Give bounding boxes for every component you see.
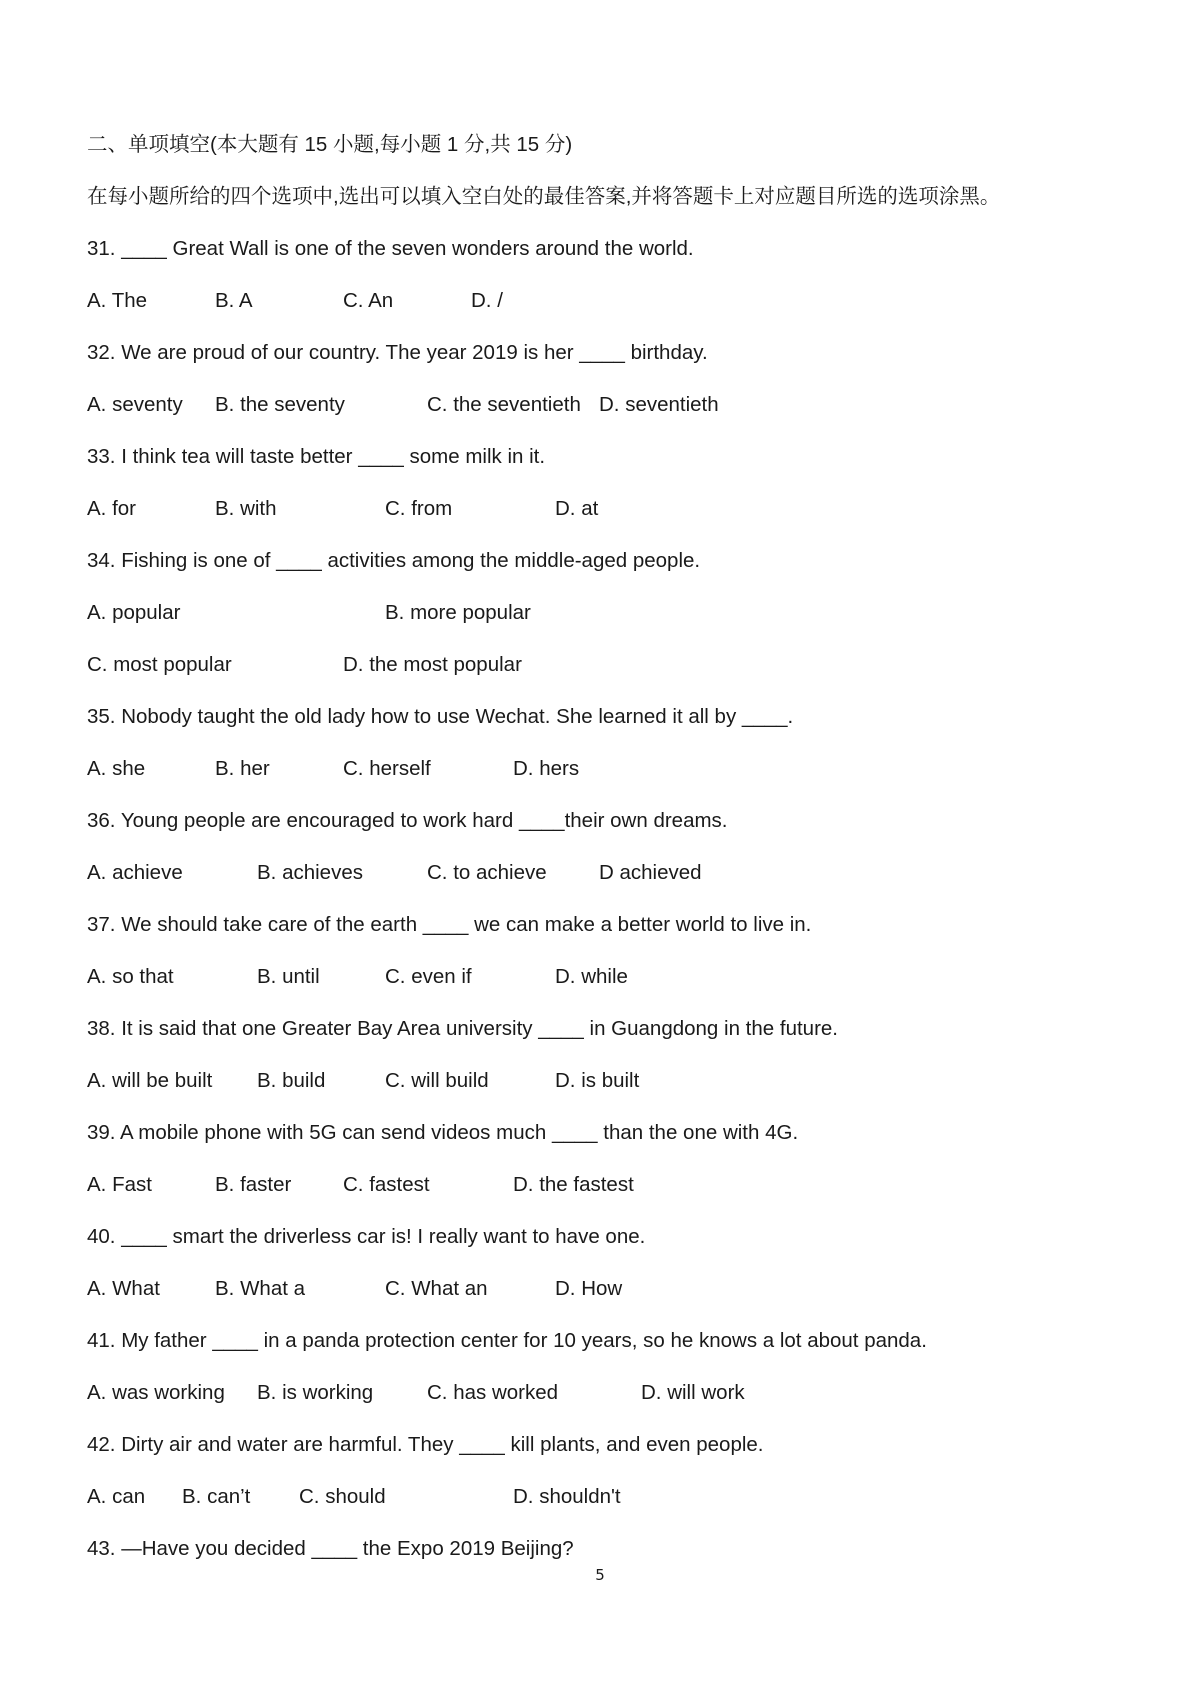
- option-b: B. with: [215, 497, 277, 520]
- option-a: A. seventy: [87, 393, 183, 416]
- option-c: C. will build: [385, 1069, 489, 1092]
- option-d: D. shouldn't: [513, 1485, 621, 1508]
- option-d: D achieved: [599, 861, 702, 884]
- option-c: C. to achieve: [427, 861, 547, 884]
- question-41-stem: 41. My father ____ in a panda protection center for 10 years, so he knows a lot about panda.: [87, 1329, 927, 1352]
- option-a: A. was working: [87, 1381, 225, 1404]
- option-a: A. will be built: [87, 1069, 213, 1092]
- option-a: A. can: [87, 1485, 146, 1508]
- question-31-stem: 31. ____ Great Wall is one of the seven wonders around the world.: [87, 237, 694, 260]
- option-b: B. faster: [215, 1173, 292, 1196]
- option-b: B. is working: [257, 1381, 374, 1404]
- option-d: D. the most popular: [343, 653, 522, 676]
- question-38-stem: 38. It is said that one Greater Bay Area university ____ in Guangdong in the future.: [87, 1017, 838, 1040]
- option-a: A. for: [87, 497, 136, 520]
- option-b: B. achieves: [257, 861, 363, 884]
- option-b: B. can’t: [182, 1485, 251, 1508]
- option-c: C. should: [299, 1485, 386, 1508]
- option-b: B. build: [257, 1069, 326, 1092]
- option-b: B. What a: [215, 1277, 306, 1300]
- option-d: D. seventieth: [599, 393, 719, 416]
- option-b: B. until: [257, 965, 320, 988]
- section-title: 二、单项填空(本大题有 15 小题,每小题 1 分,共 15 分): [87, 133, 573, 156]
- option-c: C. even if: [385, 965, 472, 988]
- option-c: C. fastest: [343, 1173, 430, 1196]
- option-a: A. What: [87, 1277, 160, 1300]
- option-d: D. the fastest: [513, 1173, 634, 1196]
- question-35-stem: 35. Nobody taught the old lady how to use Wechat. She learned it all by ____.: [87, 705, 794, 728]
- option-a: A. she: [87, 757, 146, 780]
- option-d: D. is built: [555, 1069, 640, 1092]
- option-b: B. A: [215, 289, 253, 312]
- option-d: D. /: [471, 289, 503, 312]
- question-34-stem: 34. Fishing is one of ____ activities among the middle-aged people.: [87, 549, 701, 572]
- option-c: C. What an: [385, 1277, 488, 1300]
- option-a: A. The: [87, 289, 148, 312]
- option-c: C. herself: [343, 757, 431, 780]
- option-d: D. at: [555, 497, 599, 520]
- option-c: C. An: [343, 289, 394, 312]
- instructions: 在每小题所给的四个选项中,选出可以填入空白处的最佳答案,并将答题卡上对应题目所选的选项涂黑。: [87, 185, 1001, 208]
- option-b: B. her: [215, 757, 270, 780]
- option-c: C. most popular: [87, 653, 232, 676]
- option-c: C. has worked: [427, 1381, 559, 1404]
- option-d: D. will work: [641, 1381, 745, 1404]
- question-39-stem: 39. A mobile phone with 5G can send videos much ____ than the one with 4G.: [87, 1121, 799, 1144]
- option-d: D. hers: [513, 757, 580, 780]
- question-43-stem: 43. —Have you decided ____ the Expo 2019 Beijing?: [87, 1537, 574, 1560]
- option-d: D. while: [555, 965, 628, 988]
- option-c: C. from: [385, 497, 453, 520]
- option-b: B. more popular: [385, 601, 531, 624]
- question-36-stem: 36. Young people are encouraged to work hard ____their own dreams.: [87, 809, 728, 832]
- question-33-stem: 33. I think tea will taste better ____ some milk in it.: [87, 445, 546, 468]
- option-a: A. achieve: [87, 861, 183, 884]
- option-d: D. How: [555, 1277, 623, 1300]
- question-32-stem: 32. We are proud of our country. The year 2019 is her ____ birthday.: [87, 341, 708, 364]
- option-c: C. the seventieth: [427, 393, 581, 416]
- question-40-stem: 40. ____ smart the driverless car is! I really want to have one.: [87, 1225, 646, 1248]
- option-a: A. popular: [87, 601, 181, 624]
- option-b: B. the seventy: [215, 393, 345, 416]
- question-37-stem: 37. We should take care of the earth ____ we can make a better world to live in.: [87, 913, 812, 936]
- question-42-stem: 42. Dirty air and water are harmful. They ____ kill plants, and even people.: [87, 1433, 764, 1456]
- option-a: A. Fast: [87, 1173, 152, 1196]
- page-number: 5: [595, 1566, 605, 1584]
- option-a: A. so that: [87, 965, 174, 988]
